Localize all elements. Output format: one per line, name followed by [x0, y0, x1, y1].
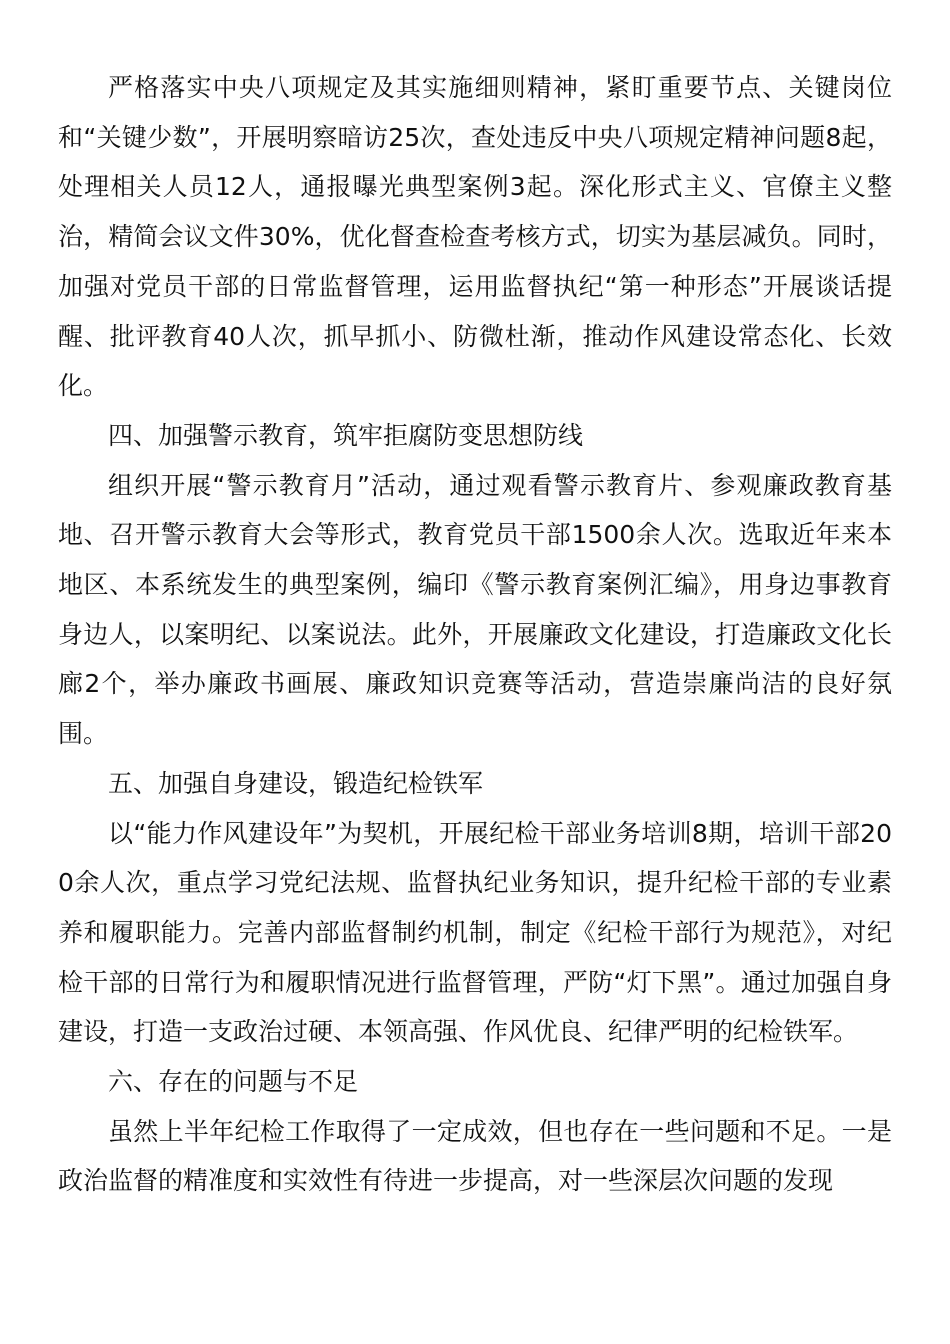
section-heading-self-building: 五、加强自身建设，锻造纪检铁军 — [108, 768, 484, 798]
section-heading-warning-education: 四、加强警示教育，筑牢拒腐防变思想防线 — [108, 420, 584, 450]
paragraph-problems: 虽然上半年纪检工作取得了一定成效，但也存在一些问题和不足。一是政治监督的精准度和实效性有待进一步提高，对一些深层次问题的发现 — [58, 1116, 892, 1196]
paragraph-warning-education: 组织开展“警示教育月”活动，通过观看警示教育片、参观廉政教育基地、召开警示教育大会等形式，教育党员干部1500余人次。选取近年来本地区、本系统发生的典型案例，编印《警示教育案例汇编》，用身边事教育身边人，以案明纪、以案说法。此外，开展廉政文化建设，打造廉政文化长廊2个，举办廉政书画展、廉政知识竞赛等活动，营造崇廉尚洁的良好氛围。 — [58, 470, 892, 749]
paragraph-self-building: 以“能力作风建设年”为契机，开展纪检干部业务培训8期，培训干部200余人次，重点学习党纪法规、监督执纪业务知识，提升纪检干部的专业素养和履职能力。完善内部监督制约机制，制定《纪检干部行为规范》，对纪检干部的日常行为和履职情况进行监督管理，严防“灯下黑”。通过加强自身建设，打造一支政治过硬、本领高强、作风优良、纪律严明的纪检铁军。 — [58, 818, 892, 1047]
section-heading-problems: 六、存在的问题与不足 — [108, 1067, 359, 1097]
paragraph-work-style: 严格落实中央八项规定及其实施细则精神，紧盯重要节点、关键岗位和“关键少数”，开展明察暗访25次，查处违反中央八项规定精神问题8起，处理相关人员12人，通报曝光典型案例3起。深化形式主义、官僚主义整治，精简会议文件30%，优化督查检查考核方式，切实为基层减负。同时，加强对党员干部的日常监督管理，运用监督执纪“第一种形态”开展谈话提醒、批评教育40人次，抓早抓小、防微杜渐，推动作风建设常态化、长效化。 — [58, 73, 892, 401]
document-page — [58, 63, 892, 1206]
